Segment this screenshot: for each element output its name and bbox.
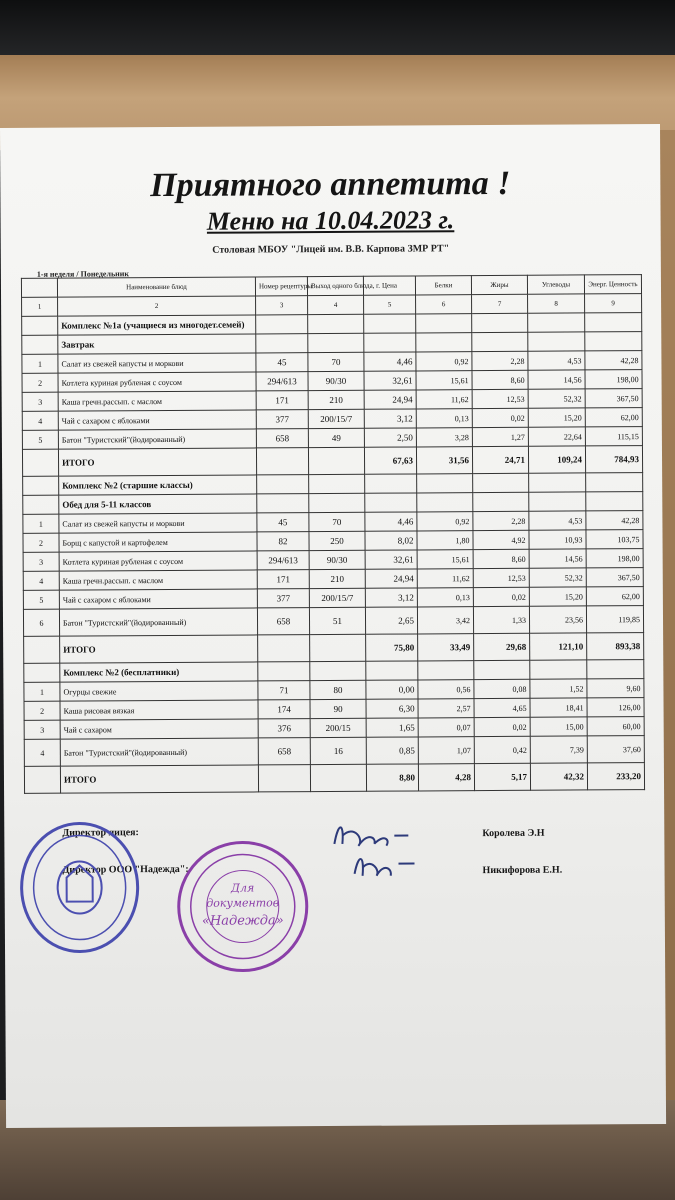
cell-name: Батон "Туристский"(йодированный)	[60, 738, 258, 766]
cell-recipe: 658	[257, 608, 309, 635]
column-number: 5	[364, 295, 416, 314]
cell-n: 1	[24, 682, 60, 701]
total-label: ИТОГО	[60, 635, 258, 663]
empty-cell	[586, 473, 643, 492]
cell-yield: 250	[309, 531, 365, 550]
cell-name: Котлета куриная рубленая с соусом	[59, 551, 257, 571]
total-carbs: 42,32	[530, 763, 587, 790]
director-name: Королева Э.Н	[482, 827, 545, 840]
cell-energy: 42,28	[585, 351, 642, 370]
cell-recipe: 174	[258, 700, 310, 719]
cell-energy: 115,15	[585, 427, 642, 446]
cell-name: Каша гречн.рассып. с маслом	[58, 391, 256, 411]
empty-cell	[418, 661, 474, 680]
header-cell	[21, 278, 57, 297]
cell-name: Батон "Туристский"(йодированный)	[58, 429, 256, 449]
cell-yield: 90/30	[309, 550, 365, 569]
cell-protein: 1,07	[418, 737, 474, 764]
total-price: 8,80	[366, 764, 418, 791]
total-row	[24, 633, 644, 664]
empty-cell	[256, 448, 308, 475]
empty-cell	[417, 474, 473, 493]
empty-cell	[22, 449, 58, 476]
cell-yield: 51	[309, 607, 365, 634]
table-row	[24, 736, 644, 767]
cell-carbs: 15,20	[529, 587, 586, 606]
cell-price: 4,46	[365, 512, 417, 531]
empty-cell	[473, 492, 529, 511]
empty-cell	[364, 314, 416, 333]
cell-price: 2,65	[365, 607, 417, 634]
cell-fat: 4,92	[473, 530, 529, 549]
school-stamp	[14, 817, 145, 958]
cell-yield: 70	[309, 512, 365, 531]
cell-protein: 15,61	[416, 371, 472, 390]
ooo-director-label: Директор ООО "Надежда":	[62, 863, 189, 876]
cell-energy: 62,00	[586, 587, 643, 606]
cell-energy: 60,00	[587, 717, 644, 736]
empty-cell	[258, 662, 310, 681]
cell-fat: 2,28	[472, 351, 528, 370]
cell-energy: 126,00	[587, 698, 644, 717]
empty-cell	[310, 634, 366, 661]
empty-cell	[258, 635, 310, 662]
page-title: Приятного аппетита !	[150, 164, 511, 205]
total-energy: 784,93	[585, 446, 642, 473]
empty-cell	[474, 660, 530, 679]
cell-fat: 8,60	[473, 549, 529, 568]
director-label: Директор лицея:	[62, 827, 139, 839]
cell-recipe: 171	[257, 570, 309, 589]
cell-recipe: 171	[256, 391, 308, 410]
cell-yield: 200/15/7	[308, 409, 364, 428]
cell-price: 24,94	[364, 390, 416, 409]
cell-carbs: 22,64	[528, 427, 585, 446]
company-stamp	[172, 836, 313, 977]
cell-n: 3	[24, 720, 60, 739]
cell-carbs: 15,00	[530, 717, 587, 736]
cell-fat: 12,53	[473, 568, 529, 587]
cell-recipe: 377	[257, 589, 309, 608]
column-number: 9	[585, 294, 642, 313]
cell-fat: 0,02	[473, 587, 529, 606]
cell-n: 1	[22, 354, 58, 373]
empty-cell	[309, 474, 365, 493]
cell-yield: 210	[308, 390, 364, 409]
cell-yield: 80	[310, 680, 366, 699]
cell-yield: 200/15/7	[309, 588, 365, 607]
cell-carbs: 10,93	[529, 530, 586, 549]
stamp-text: «Надежда»	[201, 913, 284, 929]
empty-cell	[473, 473, 529, 492]
cell-name: Котлета куриная рубленая с соусом	[58, 372, 256, 392]
cell-protein: 0,92	[417, 512, 473, 531]
cell-name: Салат из свежей капусты и моркови	[59, 513, 257, 533]
cell-n: 6	[23, 609, 59, 636]
total-fat: 29,68	[474, 633, 530, 660]
cell-price: 3,12	[365, 588, 417, 607]
cell-fat: 12,53	[472, 389, 528, 408]
cell-yield: 90/30	[308, 371, 364, 390]
cell-protein: 15,61	[417, 550, 473, 569]
cell-name: Чай с сахаром с яблоками	[59, 589, 257, 609]
cell-name: Каша рисовая вязкая	[60, 700, 258, 720]
cell-carbs: 52,32	[528, 389, 585, 408]
cell-carbs: 14,56	[529, 549, 586, 568]
cell-energy: 198,00	[585, 370, 642, 389]
school-name: Столовая МБОУ "Лицей им. В.В. Карпова ЗМР РТ"	[212, 243, 450, 256]
cell-n: 4	[24, 739, 60, 766]
cell-yield: 210	[309, 569, 365, 588]
cell-price: 8,02	[365, 531, 417, 550]
cell-fat: 0,08	[474, 679, 530, 698]
ooo-director-name: Никифорова Е.Н.	[482, 864, 563, 877]
cell-yield: 16	[310, 737, 366, 764]
cell-protein: 3,28	[416, 428, 472, 447]
empty-cell	[529, 492, 586, 511]
cell-protein: 0,13	[416, 409, 472, 428]
column-number: 1	[22, 297, 58, 316]
table-row	[23, 606, 643, 637]
cell-carbs: 4,53	[528, 351, 585, 370]
empty-cell	[310, 764, 366, 791]
column-number: 3	[256, 296, 308, 315]
cell-protein: 2,57	[418, 699, 474, 718]
header-cell: Цена	[363, 276, 415, 295]
cell-protein: 0,92	[416, 352, 472, 371]
cell-name: Чай с сахаром с яблоками	[58, 410, 256, 430]
empty-cell	[257, 494, 309, 513]
empty-cell	[365, 474, 417, 493]
empty-cell	[530, 660, 587, 679]
cell-fat: 0,02	[474, 717, 530, 736]
header-cell: Жиры	[471, 275, 527, 294]
cell-protein: 3,42	[417, 607, 473, 634]
cell-recipe: 82	[257, 532, 309, 551]
empty-cell	[308, 447, 364, 474]
empty-cell	[22, 335, 58, 354]
cell-recipe: 294/613	[256, 372, 308, 391]
cell-recipe: 294/613	[257, 551, 309, 570]
cell-fat: 0,02	[472, 408, 528, 427]
header-cell: Белки	[415, 276, 471, 295]
cell-recipe: 658	[258, 738, 310, 765]
section-title: Комплекс №2 (бесплатники)	[60, 662, 258, 682]
cell-n: 2	[24, 701, 60, 720]
cell-protein: 0,56	[418, 680, 474, 699]
empty-cell	[24, 663, 60, 682]
cell-n: 3	[23, 552, 59, 571]
cell-protein: 1,80	[417, 531, 473, 550]
empty-cell	[308, 314, 364, 333]
cell-carbs: 7,39	[530, 736, 587, 763]
total-energy: 893,38	[587, 633, 644, 660]
cell-n: 1	[23, 514, 59, 533]
total-label: ИТОГО	[60, 765, 258, 793]
total-label: ИТОГО	[58, 448, 256, 476]
empty-cell	[23, 495, 59, 514]
header-cell: Наименование блюд	[57, 277, 255, 297]
week-label: 1-я неделя / Понедельник	[36, 269, 130, 279]
cell-fat: 4,65	[474, 698, 530, 717]
section-title: Комплекс №2 (старшие классы)	[59, 475, 257, 495]
cell-energy: 119,85	[586, 606, 643, 633]
cell-carbs: 14,56	[528, 370, 585, 389]
total-carbs: 121,10	[530, 633, 587, 660]
total-row	[24, 763, 644, 794]
empty-cell	[258, 765, 310, 792]
cell-energy: 62,00	[585, 408, 642, 427]
empty-cell	[24, 636, 60, 663]
total-carbs: 109,24	[528, 446, 585, 473]
empty-cell	[365, 493, 417, 512]
total-fat: 24,71	[472, 446, 528, 473]
empty-cell	[528, 332, 585, 351]
empty-cell	[585, 313, 642, 332]
cell-recipe: 376	[258, 719, 310, 738]
cell-fat: 2,28	[473, 511, 529, 530]
cell-yield: 70	[308, 352, 364, 371]
cell-name: Салат из свежей капусты и моркови	[58, 353, 256, 373]
cell-name: Батон "Туристский"(йодированный)	[59, 608, 257, 636]
empty-cell	[257, 475, 309, 494]
cell-energy: 37,60	[587, 736, 644, 763]
cell-n: 5	[23, 590, 59, 609]
stamp-text: Для	[230, 881, 255, 895]
cell-yield: 200/15	[310, 718, 366, 737]
empty-cell	[416, 333, 472, 352]
cell-fat: 0,42	[474, 736, 530, 763]
section-title: Обед для 5-11 классов	[59, 494, 257, 514]
empty-cell	[585, 332, 642, 351]
total-protein: 33,49	[418, 634, 474, 661]
cell-energy: 42,28	[586, 511, 643, 530]
cell-n: 5	[22, 430, 58, 449]
total-protein: 31,56	[416, 447, 472, 474]
empty-cell	[366, 661, 418, 680]
total-fat: 5,17	[474, 763, 530, 790]
cell-energy: 367,50	[586, 568, 643, 587]
cell-price: 6,30	[366, 699, 418, 718]
cell-recipe: 45	[257, 513, 309, 532]
cell-n: 2	[23, 533, 59, 552]
empty-cell	[528, 313, 585, 332]
cell-n: 4	[22, 411, 58, 430]
cell-energy: 103,75	[586, 530, 643, 549]
cell-price: 32,61	[365, 550, 417, 569]
empty-cell	[416, 314, 472, 333]
cell-name: Чай с сахаром	[60, 719, 258, 739]
cell-carbs: 23,56	[529, 606, 586, 633]
cell-name: Каша гречн.рассып. с маслом	[59, 570, 257, 590]
total-energy: 233,20	[587, 763, 644, 790]
cell-yield: 49	[308, 428, 364, 447]
empty-cell	[256, 334, 308, 353]
cell-n: 2	[22, 373, 58, 392]
cell-n: 4	[23, 571, 59, 590]
menu-date-title: Меню на 10.04.2023 г.	[206, 205, 455, 236]
cell-protein: 11,62	[417, 569, 473, 588]
cell-carbs: 15,20	[528, 408, 585, 427]
cell-name: Борщ с капустой и картофелем	[59, 532, 257, 552]
empty-cell	[310, 661, 366, 680]
cell-price: 4,46	[364, 352, 416, 371]
empty-cell	[24, 766, 60, 793]
cell-yield: 90	[310, 699, 366, 718]
section-title: Завтрак	[58, 334, 256, 354]
empty-cell	[364, 333, 416, 352]
cell-recipe: 658	[256, 429, 308, 448]
column-number: 7	[472, 294, 528, 313]
cell-energy: 9,60	[587, 679, 644, 698]
empty-cell	[587, 660, 644, 679]
cell-name: Огурцы свежие	[60, 681, 258, 701]
handwritten-signatures	[324, 813, 434, 884]
cell-energy: 198,00	[586, 549, 643, 568]
empty-cell	[256, 315, 308, 334]
header-cell: Углеводы	[527, 275, 584, 294]
cell-price: 1,65	[366, 718, 418, 737]
cell-carbs: 18,41	[530, 698, 587, 717]
empty-cell	[23, 476, 59, 495]
cell-price: 0,00	[366, 680, 418, 699]
empty-cell	[586, 492, 643, 511]
stamp-text: документов	[206, 896, 280, 910]
cell-price: 2,50	[364, 428, 416, 447]
cell-price: 24,94	[365, 569, 417, 588]
header-cell: Номер рецептуры	[255, 277, 307, 296]
column-number: 8	[528, 294, 585, 313]
total-price: 75,80	[366, 634, 418, 661]
total-protein: 4,28	[418, 764, 474, 791]
cell-recipe: 45	[256, 353, 308, 372]
empty-cell	[417, 493, 473, 512]
cell-protein: 0,07	[418, 718, 474, 737]
column-number: 2	[58, 296, 256, 316]
cell-price: 32,61	[364, 371, 416, 390]
cell-protein: 0,13	[417, 588, 473, 607]
empty-cell	[472, 332, 528, 351]
total-row	[22, 446, 642, 477]
header-cell: Выход одного блюда, г.	[307, 276, 363, 295]
cell-carbs: 52,32	[529, 568, 586, 587]
cell-fat: 1,27	[472, 427, 528, 446]
cell-protein: 11,62	[416, 390, 472, 409]
empty-cell	[308, 333, 364, 352]
total-price: 67,63	[364, 447, 416, 474]
header-cell: Энерг. Ценность	[584, 275, 641, 294]
section-title: Комплекс №1а (учащиеся из многодет.семей)	[58, 315, 256, 335]
menu-table	[21, 274, 645, 794]
empty-cell	[309, 493, 365, 512]
cell-recipe: 377	[256, 410, 308, 429]
cell-price: 0,85	[366, 737, 418, 764]
cell-carbs: 4,53	[529, 511, 586, 530]
cell-carbs: 1,52	[530, 679, 587, 698]
cell-price: 3,12	[364, 409, 416, 428]
menu-sheet	[0, 124, 666, 1128]
cell-recipe: 71	[258, 681, 310, 700]
column-number: 6	[416, 295, 472, 314]
cell-fat: 8,60	[472, 370, 528, 389]
column-number: 4	[308, 295, 364, 314]
empty-cell	[472, 313, 528, 332]
cell-n: 3	[22, 392, 58, 411]
empty-cell	[529, 473, 586, 492]
cell-energy: 367,50	[585, 389, 642, 408]
cell-fat: 1,33	[473, 606, 529, 633]
empty-cell	[22, 316, 58, 335]
